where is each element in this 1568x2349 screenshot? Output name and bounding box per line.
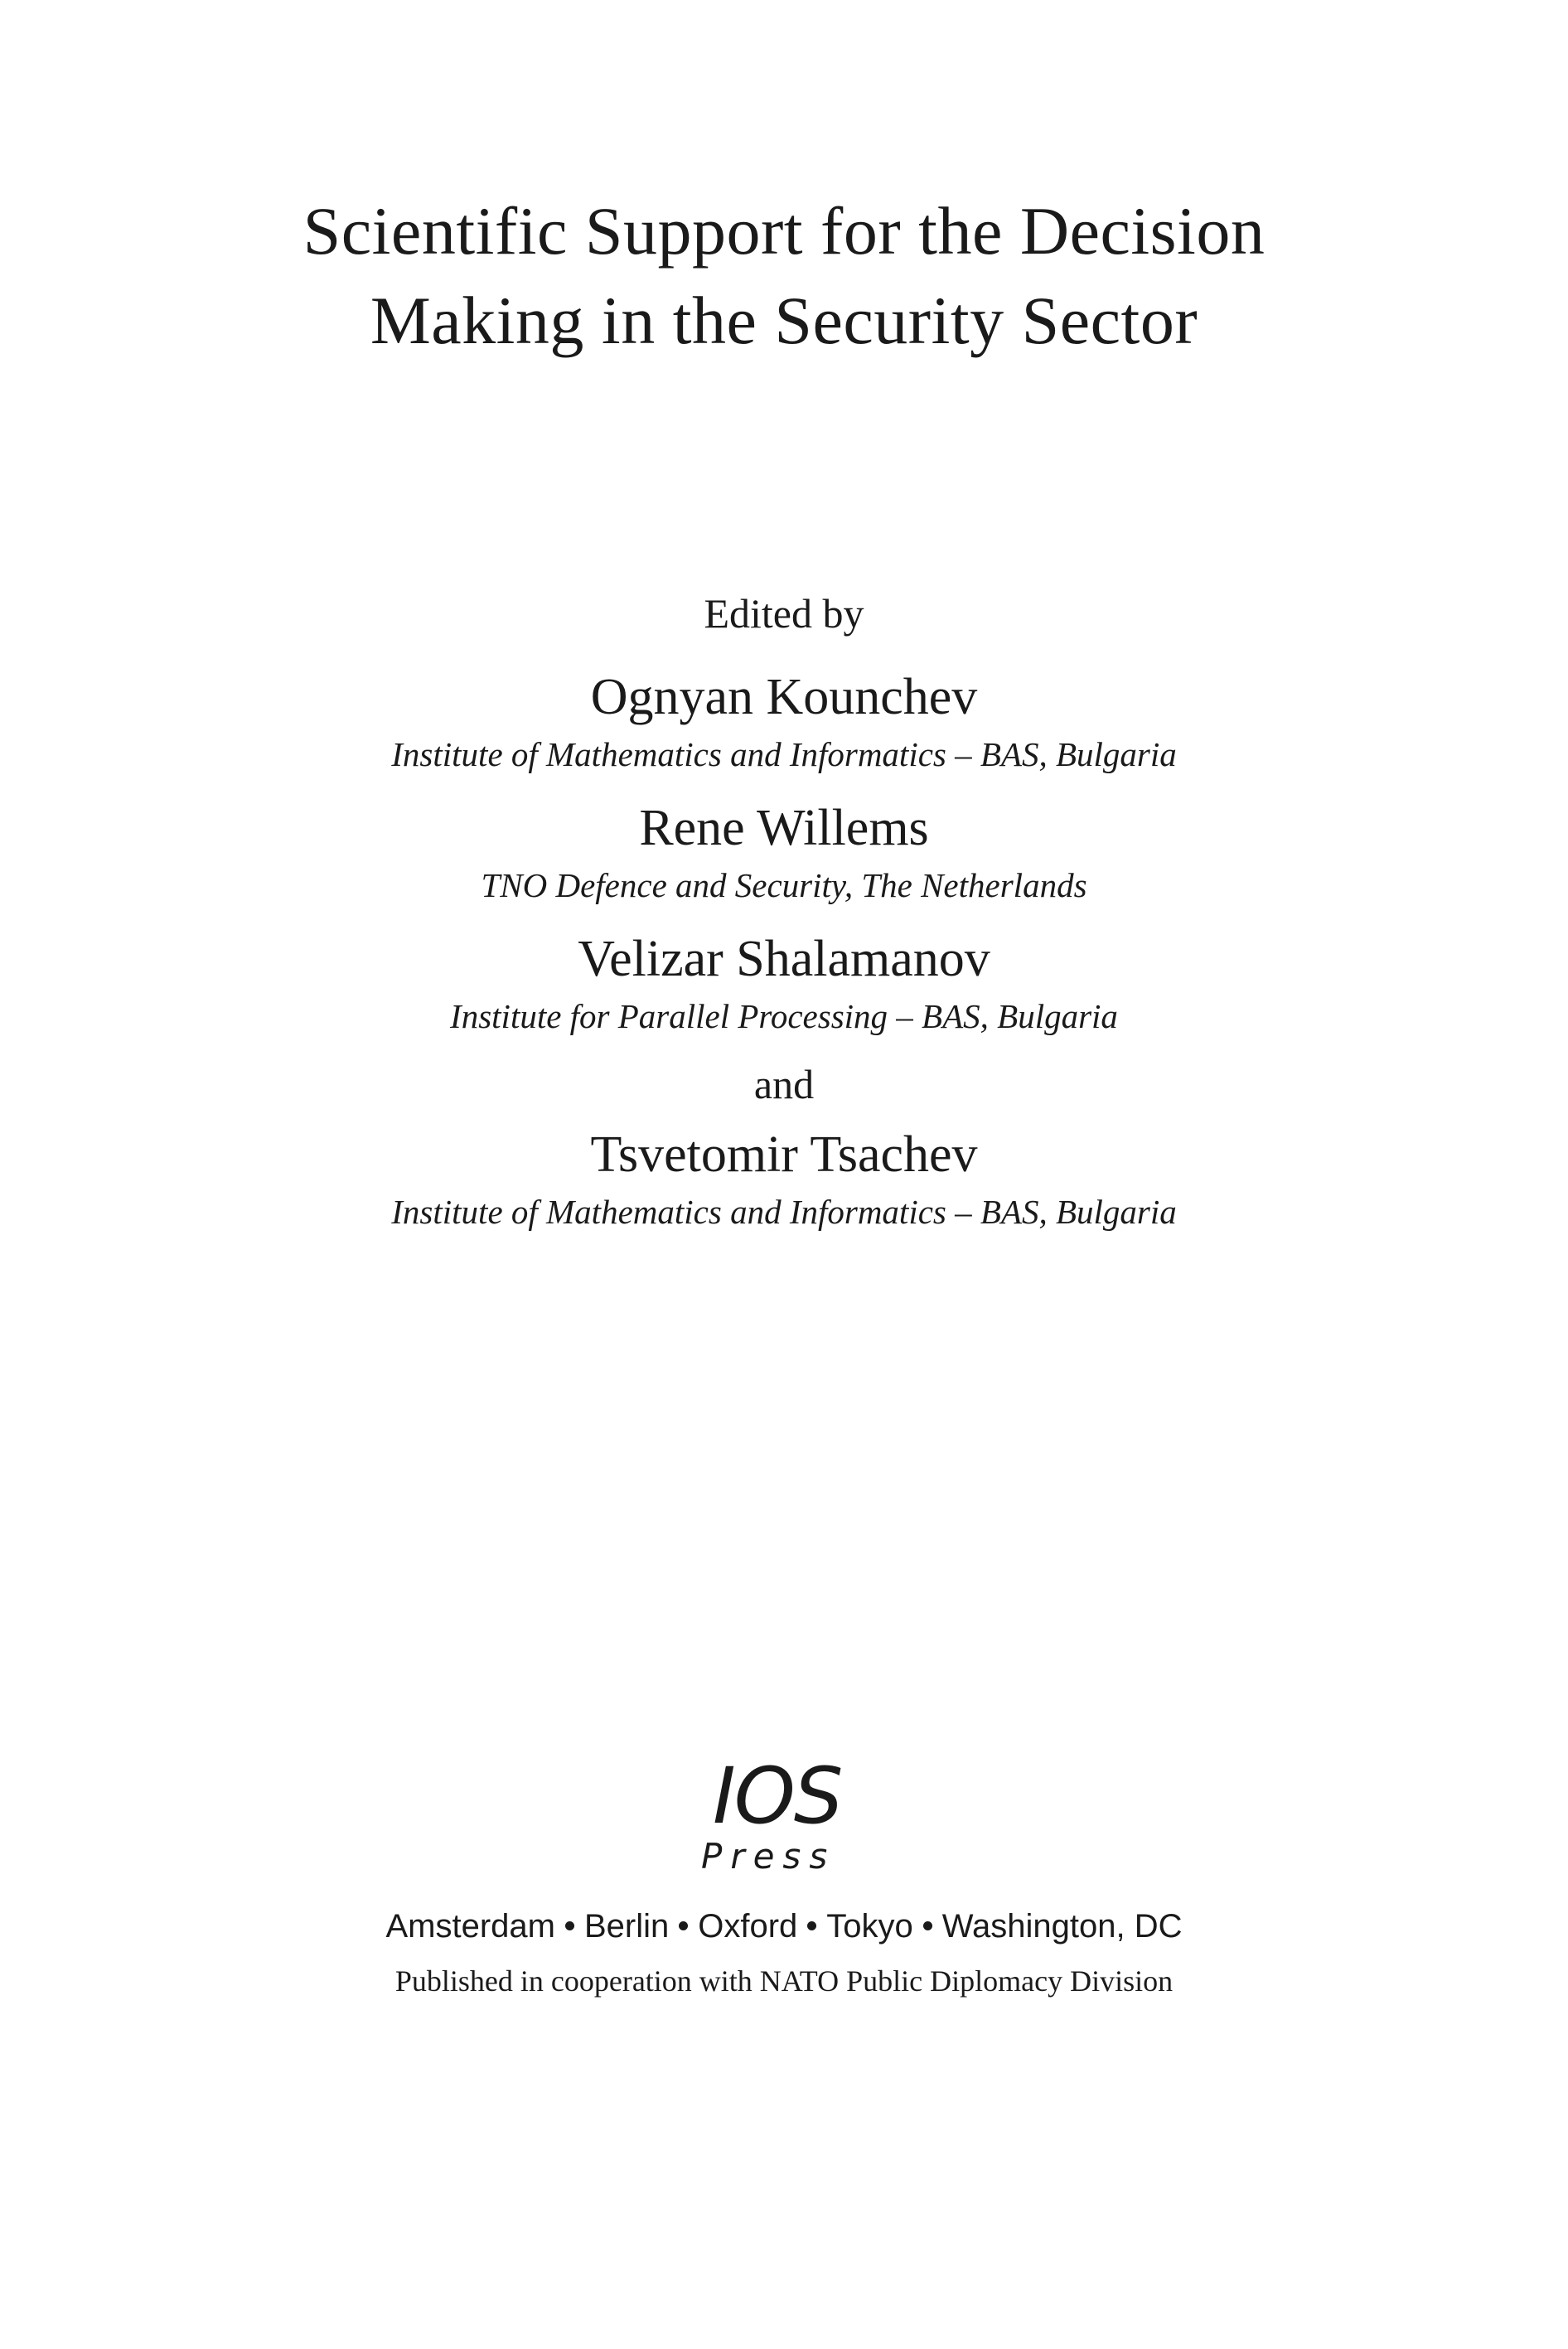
- book-title-line-2: Making in the Security Sector: [370, 283, 1198, 358]
- logo-main-text: IOS: [713, 1751, 842, 1842]
- city: Amsterdam: [385, 1908, 555, 1945]
- editor-affiliation: Institute for Parallel Processing – BAS, Bulgaria: [450, 997, 1118, 1035]
- logo-sub-text: Press: [701, 1836, 836, 1877]
- cooperation-note: Published in cooperation with NATO Public Diplomacy Division: [394, 1964, 1174, 1998]
- ios-press-logo: [701, 1751, 867, 1877]
- bullet-icon: [679, 1921, 688, 1930]
- book-title-line-1: Scientific Support for the Decision: [302, 193, 1266, 269]
- editor-name: Tsvetomir Tsachev: [590, 1126, 978, 1183]
- bullet-icon: [923, 1921, 932, 1930]
- book-title: [0, 186, 1568, 366]
- editor-affiliation: TNO Defence and Security, The Netherlands: [481, 866, 1087, 904]
- bullet-icon: [565, 1921, 574, 1930]
- city: Berlin: [583, 1908, 670, 1945]
- bullet-icon: [807, 1921, 816, 1930]
- editor-name: Rene Willems: [639, 800, 929, 856]
- publisher-cities: [0, 1901, 1568, 1951]
- city: Oxford: [698, 1908, 798, 1945]
- editor-affiliation: Institute of Mathematics and Informatics – BAS, Bulgaria: [391, 1193, 1177, 1231]
- publisher-section: [0, 1751, 1568, 2004]
- conjunction-and: and: [753, 1061, 815, 1107]
- editor-affiliation: Institute of Mathematics and Informatics – BAS, Bulgaria: [391, 735, 1177, 773]
- editor-name: Velizar Shalamanov: [578, 931, 990, 987]
- city: Tokyo: [826, 1908, 913, 1945]
- editor-name: Ognyan Kounchev: [590, 669, 978, 725]
- edited-by-label: Edited by: [704, 590, 864, 637]
- editors-section: [0, 588, 1568, 1253]
- city: Washington, DC: [941, 1908, 1183, 1945]
